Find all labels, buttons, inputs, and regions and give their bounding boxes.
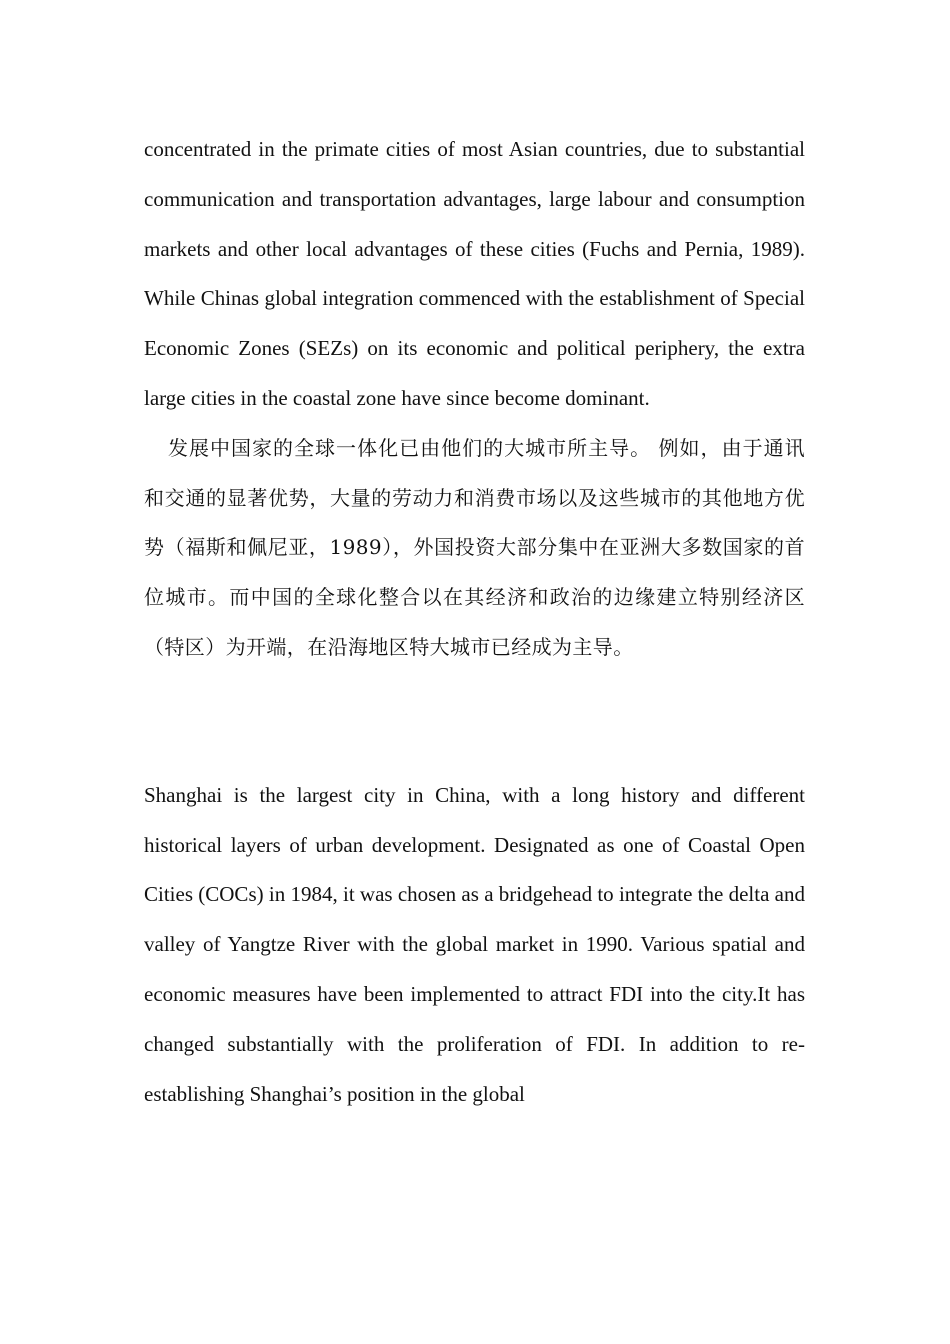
paragraph-english-1: concentrated in the primate cities of most Asian countries, due to substantial communication and transportation advantages, large labour and consumption markets and other local advantages of these cities (Fuchs and Pernia, 1989). While Chinas global integration commenced with the establishment of Special Economic Zones (SEZs) on its economic and political periphery, the extra large cities in the coastal zone have since become dominant. bbox=[144, 137, 805, 410]
paragraph-chinese: 发展中国家的全球一体化已由他们的大城市所主导。 例如，由于通讯和交通的显著优势，大量的劳动力和消费市场以及这些城市的其他地方优势（福斯和佩尼亚，1989），外国投资大部分集中在亚洲大多数国家的首位城市。而中国的全球化整合以在其经济和政治的边缘建立特别经济区（特区）为开端，在沿海地区特大城市已经成为主导。 bbox=[144, 435, 805, 659]
document-body bbox=[144, 125, 805, 1119]
paragraph-spacer bbox=[144, 673, 805, 771]
paragraph-english-2: Shanghai is the largest city in China, with a long history and different historical layers of urban development. Designated as one of Coastal Open Cities (COCs) in 1984, it was chosen as a bridgehead to integrate the delta and valley of Yangtze River with the global market in 1990. Various spatial and economic measures have been implemented to attract FDI into the city.It has changed substantially with the proliferation of FDI. In addition to re-establishing Shanghai’s position in the global bbox=[144, 782, 805, 1106]
